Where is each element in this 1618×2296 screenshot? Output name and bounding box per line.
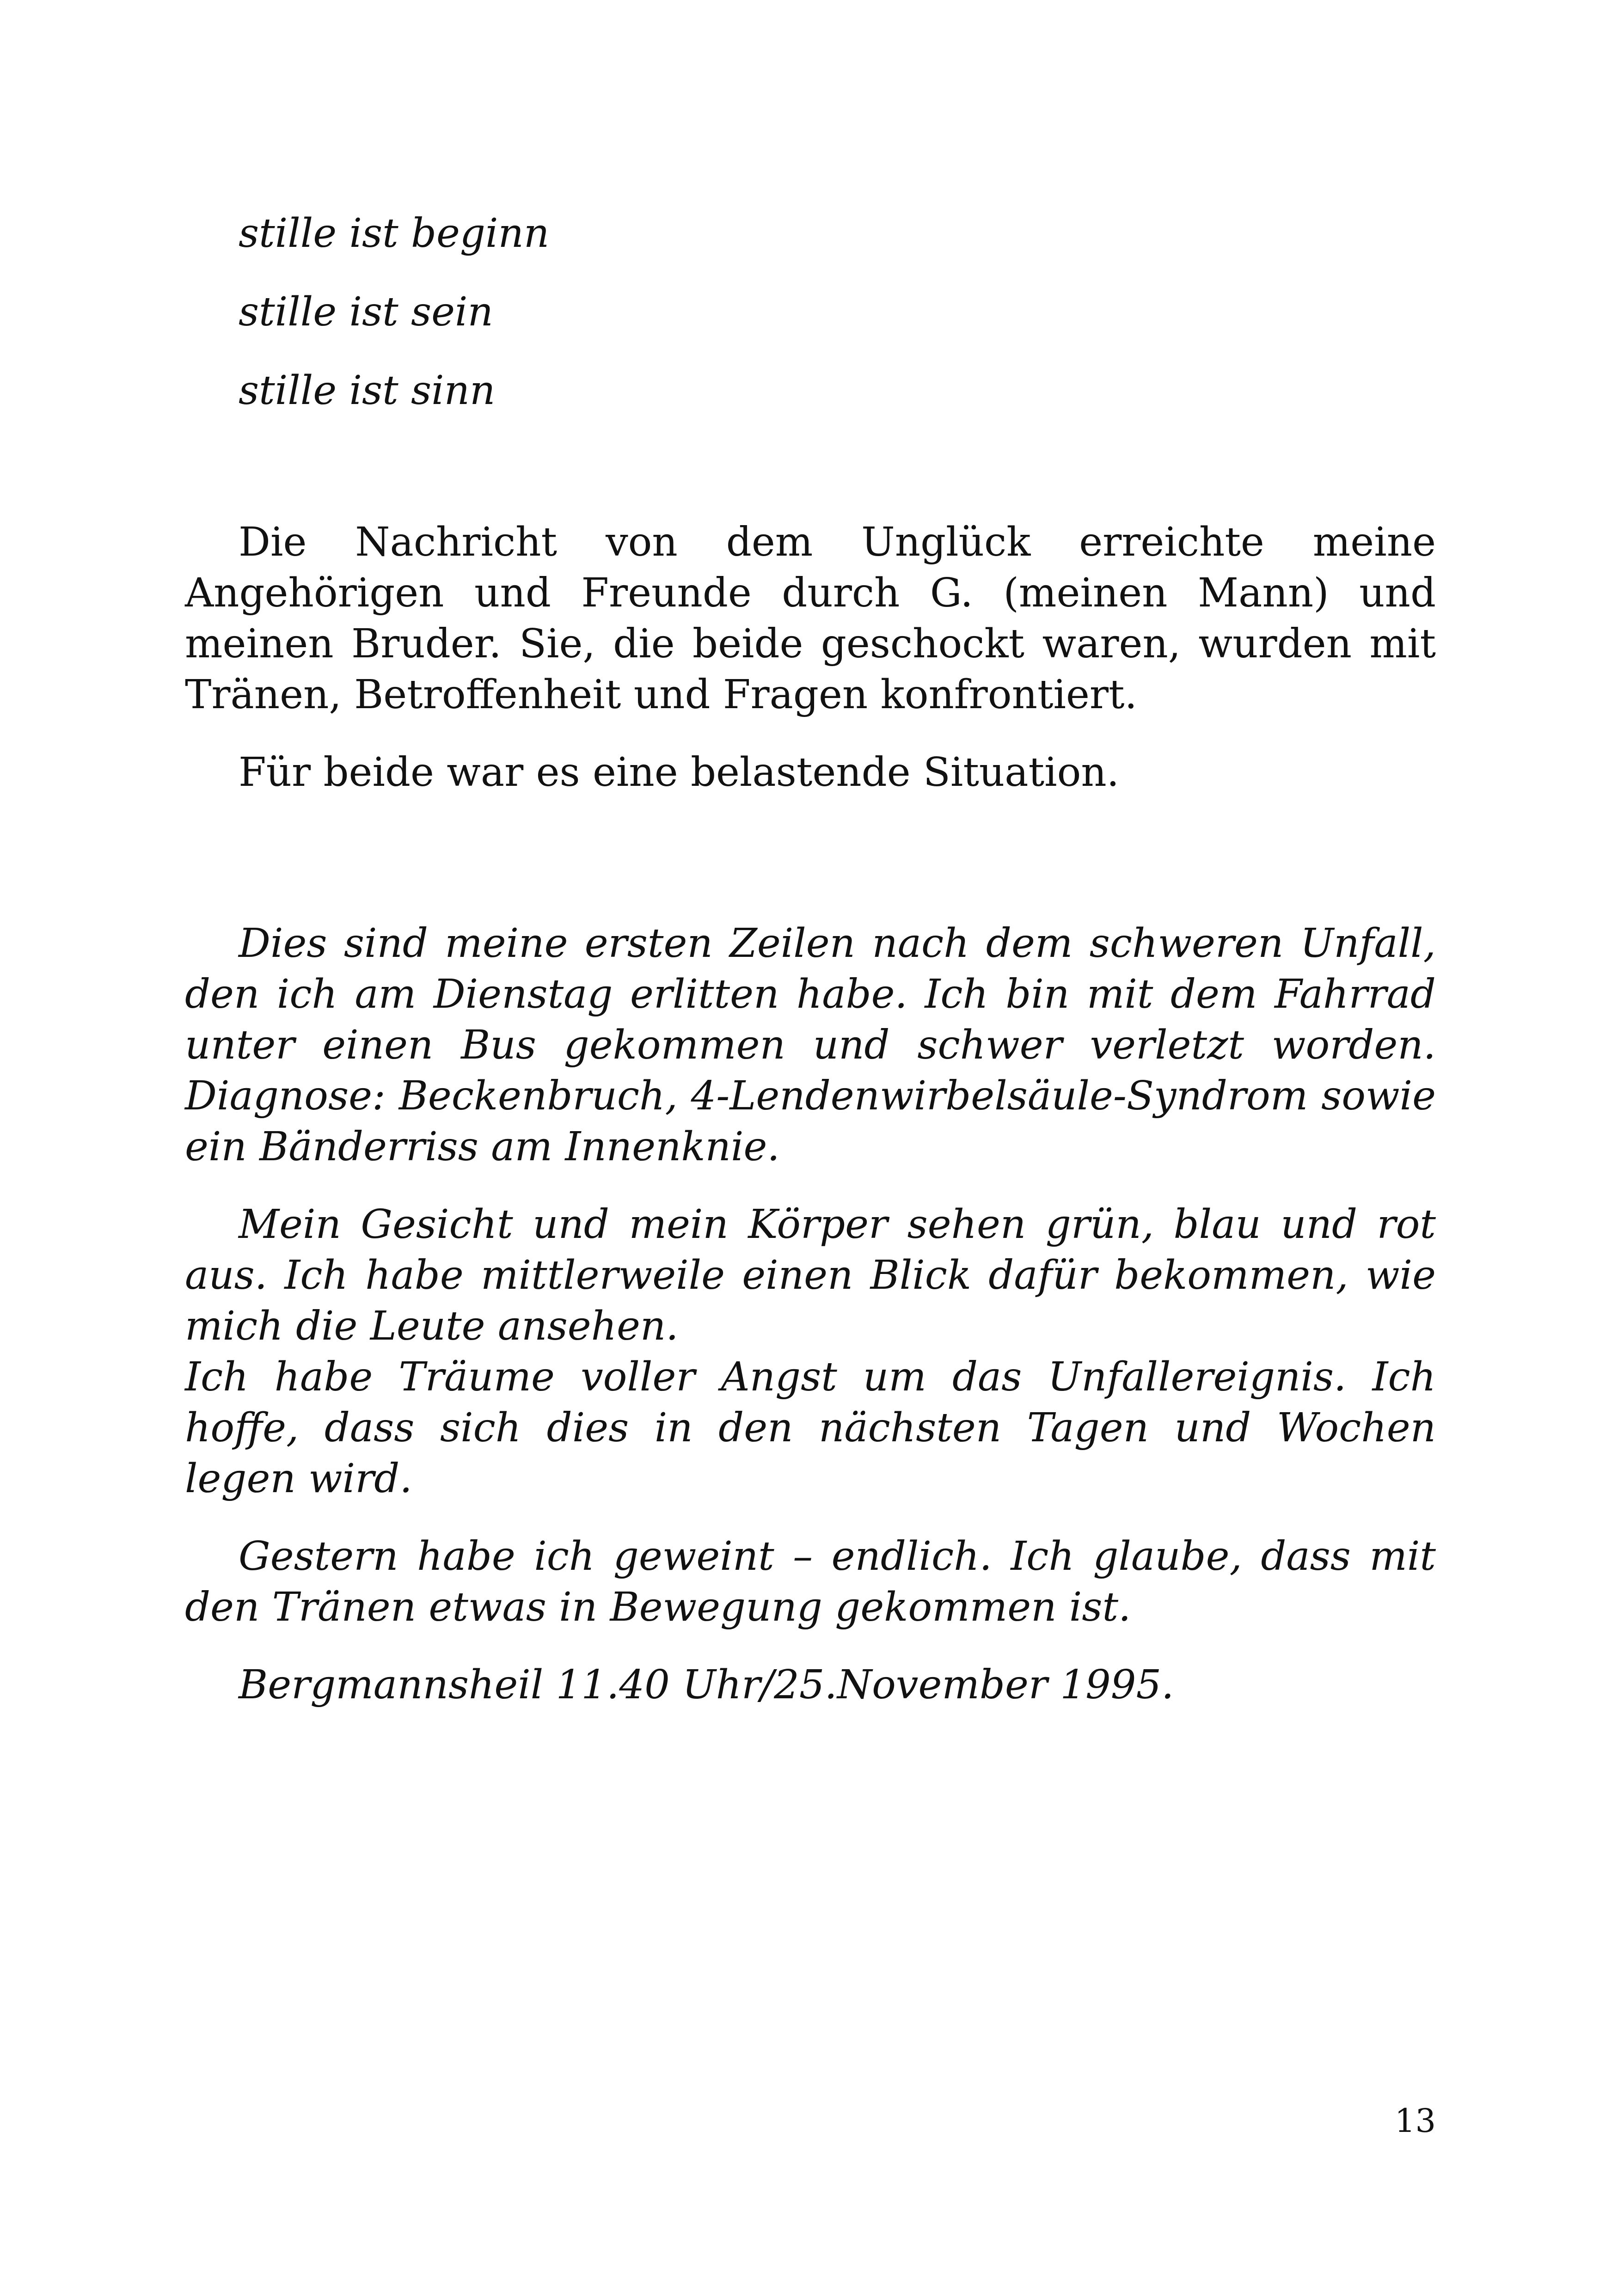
diary-paragraph-1: Dies sind meine ersten Zeilen nach dem schweren Unfall, den ich am Dienstag erlitten habe. Ich bin mit dem Fahrrad unter einen Bus gekommen und schwer verletzt worden. Diagnose: Beckenbruch, 4-Lendenwirbelsäule-Syndrom sowie ein Bänderriss am Innenknie. (185, 920, 1436, 1170)
diary-paragraph-2-part-1: Mein Gesicht und mein Körper sehen grün, blau und rot aus. Ich habe mittlerweile einen Blick dafür bekommen, wie mich die Leute ansehen. (185, 1201, 1436, 1349)
diary-signature: Bergmannsheil 11.40 Uhr/25.November 1995. (239, 1662, 1174, 1708)
page-number: 13 (1394, 2102, 1436, 2140)
prose-paragraph-2: Für beide war es eine belastende Situation. (239, 749, 1120, 796)
poem-line-3: stille ist sinn (239, 367, 496, 414)
diary-paragraph-3: Gestern habe ich geweint – endlich. Ich glaube, dass mit den Tränen etwas in Bewegung gekommen ist. (185, 1533, 1436, 1630)
poem-block (239, 194, 1440, 430)
prose-paragraph-1: Die Nachricht von dem Unglück erreichte meine Angehörigen und Freunde durch G. (meinen Mann) und meinen Bruder. Sie, die beide geschockt waren, wurden mit Tränen, Betroffenheit und Fragen konfrontiert. (185, 519, 1436, 718)
diary-paragraph-2-part-2: Ich habe Träume voller Angst um das Unfallereignis. Ich hoffe, dass sich dies in den nächsten Tagen und Wochen legen wird. (185, 1354, 1436, 1502)
diary-entry (185, 918, 1436, 1737)
poem-line-1: stille ist beginn (239, 210, 550, 257)
diary-paragraph-2 (185, 1199, 1436, 1504)
prose-block (185, 517, 1436, 825)
poem-line-2: stille ist sein (239, 289, 493, 335)
